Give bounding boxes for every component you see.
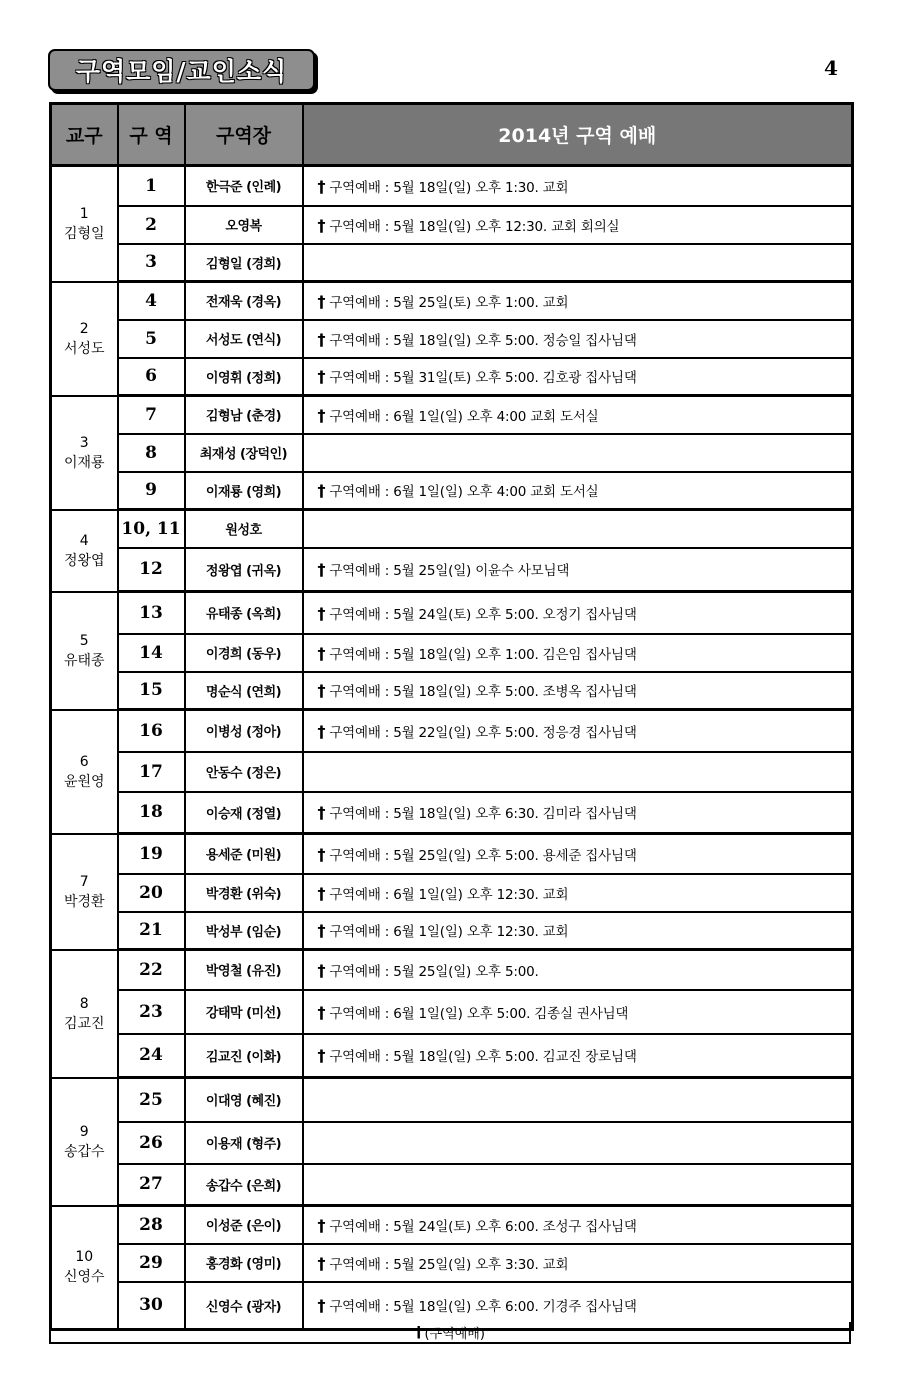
- parish-name: 윤원영: [63, 773, 105, 790]
- district-leader: 한극준 (인례): [185, 166, 303, 206]
- table-row: [51, 710, 853, 752]
- district-number: 23: [118, 990, 185, 1034]
- district-leader: 유태종 (옥희): [185, 592, 303, 634]
- worship-info: [303, 472, 853, 510]
- parish-name: 신영수: [63, 1269, 105, 1286]
- worship-text: 구역예배 : 5월 18일(일) 오후 6:00. 기경주 집사님댁: [329, 1299, 637, 1316]
- district-leader: 최재성 (장덕인): [185, 434, 303, 472]
- worship-info: [303, 320, 853, 358]
- district-number: 26: [118, 1122, 185, 1164]
- district-leader: 이승재 (정열): [185, 792, 303, 834]
- district-leader: 송갑수 (은희): [185, 1164, 303, 1206]
- worship-text: 구역예배 : 5월 18일(일) 오후 5:00. 조병옥 집사님댁: [329, 684, 637, 701]
- parish-name: 정왕엽: [63, 552, 105, 569]
- district-number: 15: [118, 672, 185, 710]
- worship-info: [303, 950, 853, 990]
- district-number: 7: [118, 396, 185, 434]
- district-number: 22: [118, 950, 185, 990]
- worship-text: 구역예배 : 6월 1일(일) 오후 4:00 교회 도서실: [329, 408, 599, 425]
- worship-info: [303, 166, 853, 206]
- district-leader: 원성호: [185, 510, 303, 548]
- table-row: [51, 1244, 853, 1282]
- parish-number: 1: [79, 205, 89, 222]
- worship-info: [303, 710, 853, 752]
- worship-info: [303, 434, 853, 472]
- section-title-box: [48, 49, 315, 91]
- cross-icon: †: [317, 921, 326, 941]
- parish-cell: [51, 1078, 118, 1206]
- district-leader: 홍경화 (영미): [185, 1244, 303, 1282]
- parish-name: 이재룡: [63, 454, 105, 471]
- worship-info: [303, 874, 853, 912]
- worship-text: 구역예배 : 5월 18일(일) 오후 1:00. 김은임 집사님댁: [329, 646, 637, 663]
- district-number: 8: [118, 434, 185, 472]
- district-number: 18: [118, 792, 185, 834]
- district-leader: 이영휘 (정희): [185, 358, 303, 396]
- worship-text: 구역예배 : 5월 25일(일) 오후 5:00.: [329, 963, 539, 980]
- parish-number: 6: [79, 753, 89, 770]
- table-row: [51, 752, 853, 792]
- header-worship: 2014년 구역 예배: [303, 104, 853, 166]
- worship-info: [303, 990, 853, 1034]
- district-number: 5: [118, 320, 185, 358]
- district-leader: 이병성 (정아): [185, 710, 303, 752]
- table-row: [51, 320, 853, 358]
- parish-name: 김형일: [63, 225, 105, 242]
- parish-name: 유태종: [63, 652, 105, 669]
- worship-info: [303, 634, 853, 672]
- table-row: [51, 548, 853, 592]
- worship-info: [303, 1078, 853, 1122]
- parish-number: 3: [79, 434, 89, 451]
- worship-text: 구역예배 : 5월 18일(일) 오후 5:00. 정승일 집사님댁: [329, 332, 637, 349]
- worship-info: [303, 244, 853, 282]
- table-row: [51, 792, 853, 834]
- table-row: [51, 434, 853, 472]
- district-number: 3: [118, 244, 185, 282]
- district-number: 17: [118, 752, 185, 792]
- district-leader: 이경희 (동우): [185, 634, 303, 672]
- worship-text: 구역예배 : 5월 25일(일) 오후 5:00. 용세준 집사님댁: [329, 847, 637, 864]
- header-parish: 교구: [51, 104, 118, 166]
- district-leader: 서성도 (연식): [185, 320, 303, 358]
- worship-info: [303, 912, 853, 950]
- district-number: 16: [118, 710, 185, 752]
- district-leader: 정왕엽 (귀옥): [185, 548, 303, 592]
- cross-icon: †: [317, 291, 326, 311]
- district-number: 21: [118, 912, 185, 950]
- table-row: [51, 396, 853, 434]
- parish-cell: [51, 396, 118, 510]
- cross-icon: †: [317, 560, 326, 580]
- worship-text: 구역예배 : 5월 25일(일) 이윤수 사모님댁: [329, 563, 570, 580]
- district-leader: 전재욱 (경옥): [185, 282, 303, 320]
- table-row: [51, 950, 853, 990]
- worship-text: 구역예배 : 5월 24일(토) 오후 6:00. 조성구 집사님댁: [329, 1218, 637, 1235]
- parish-name: 김교진: [63, 1015, 105, 1032]
- district-worship-table: [49, 102, 854, 1331]
- table-row: [51, 1206, 853, 1244]
- table-row: [51, 990, 853, 1034]
- district-leader: 명순식 (연희): [185, 672, 303, 710]
- district-number: 4: [118, 282, 185, 320]
- table-row: [51, 206, 853, 244]
- district-leader: 이재룡 (영희): [185, 472, 303, 510]
- cross-icon: †: [317, 1296, 326, 1316]
- district-number: 25: [118, 1078, 185, 1122]
- table-header-row: [51, 104, 853, 166]
- parish-name: 서성도: [63, 340, 105, 357]
- worship-info: [303, 592, 853, 634]
- cross-icon: †: [317, 329, 326, 349]
- district-leader: 안동수 (정은): [185, 752, 303, 792]
- worship-text: 구역예배 : 6월 1일(일) 오후 12:30. 교회: [329, 886, 569, 903]
- header-district: 구 역: [118, 104, 185, 166]
- worship-info: [303, 548, 853, 592]
- district-leader: 김형남 (춘경): [185, 396, 303, 434]
- worship-info: [303, 358, 853, 396]
- district-leader: 오영복: [185, 206, 303, 244]
- table-row: [51, 244, 853, 282]
- cross-icon: †: [317, 215, 326, 235]
- cross-icon: †: [317, 803, 326, 823]
- table-row: [51, 912, 853, 950]
- worship-info: [303, 834, 853, 874]
- worship-info: [303, 282, 853, 320]
- parish-cell: [51, 1206, 118, 1330]
- cross-icon: †: [317, 1215, 326, 1235]
- cross-icon: †: [317, 367, 326, 387]
- district-leader: 박영철 (유진): [185, 950, 303, 990]
- table-row: [51, 1164, 853, 1206]
- worship-info: [303, 396, 853, 434]
- district-number: 29: [118, 1244, 185, 1282]
- parish-cell: [51, 710, 118, 834]
- worship-info: [303, 792, 853, 834]
- cross-icon: †: [317, 1002, 326, 1022]
- worship-info: [303, 1122, 853, 1164]
- cross-icon: †: [317, 405, 326, 425]
- district-number: 30: [118, 1282, 185, 1330]
- parish-number: 10: [75, 1249, 94, 1266]
- table-row: [51, 592, 853, 634]
- worship-info: [303, 672, 853, 710]
- district-leader: 강태막 (미선): [185, 990, 303, 1034]
- parish-number: 4: [79, 532, 89, 549]
- footer-legend: [49, 1322, 851, 1344]
- worship-text: 구역예배 : 5월 25일(토) 오후 1:00. 교회: [329, 294, 569, 311]
- district-leader: 박성부 (임순): [185, 912, 303, 950]
- cross-icon: †: [317, 1046, 326, 1066]
- page-number: 4: [824, 56, 838, 80]
- district-leader: 신영수 (광자): [185, 1282, 303, 1330]
- worship-info: [303, 1034, 853, 1078]
- cross-icon: †: [317, 883, 326, 903]
- worship-info: [303, 1164, 853, 1206]
- worship-text: 구역예배 : 5월 18일(일) 오후 5:00. 김교진 장로님댁: [329, 1049, 637, 1066]
- footer-legend-text: (구역예배): [424, 1326, 485, 1342]
- parish-name: 송갑수: [63, 1143, 105, 1160]
- district-number: 12: [118, 548, 185, 592]
- worship-info: [303, 510, 853, 548]
- table-row: [51, 358, 853, 396]
- district-leader: 이용재 (형주): [185, 1122, 303, 1164]
- cross-icon: †: [317, 176, 326, 196]
- worship-text: 구역예배 : 6월 1일(일) 오후 5:00. 김종실 권사님댁: [329, 1005, 629, 1022]
- cross-icon: †: [317, 844, 326, 864]
- table-row: [51, 282, 853, 320]
- district-number: 19: [118, 834, 185, 874]
- district-number: 20: [118, 874, 185, 912]
- parish-cell: [51, 950, 118, 1078]
- parish-cell: [51, 282, 118, 396]
- worship-info: [303, 752, 853, 792]
- table-row: [51, 1034, 853, 1078]
- table-row: [51, 472, 853, 510]
- parish-number: 7: [79, 873, 89, 890]
- worship-info: [303, 206, 853, 244]
- district-number: 24: [118, 1034, 185, 1078]
- district-number: 2: [118, 206, 185, 244]
- worship-info: [303, 1206, 853, 1244]
- cross-icon: †: [317, 481, 326, 501]
- worship-text: 구역예배 : 5월 22일(일) 오후 5:00. 정응경 집사님댁: [329, 724, 637, 741]
- table-row: [51, 672, 853, 710]
- district-number: 13: [118, 592, 185, 634]
- cross-icon: †: [317, 1253, 326, 1273]
- district-number: 10, 11: [118, 510, 185, 548]
- parish-number: 8: [79, 995, 89, 1012]
- section-title: 구역모임/교인소식: [75, 57, 288, 86]
- table-row: [51, 166, 853, 206]
- district-number: 9: [118, 472, 185, 510]
- cross-icon: †: [317, 960, 326, 980]
- table-row: [51, 1122, 853, 1164]
- cross-icon: †: [317, 681, 326, 701]
- worship-info: [303, 1244, 853, 1282]
- parish-cell: [51, 834, 118, 950]
- cross-icon: †: [415, 1323, 423, 1341]
- district-leader: 박경환 (위숙): [185, 874, 303, 912]
- district-number: 14: [118, 634, 185, 672]
- parish-number: 5: [79, 632, 89, 649]
- district-number: 27: [118, 1164, 185, 1206]
- cross-icon: †: [317, 603, 326, 623]
- worship-text: 구역예배 : 6월 1일(일) 오후 4:00 교회 도서실: [329, 484, 599, 501]
- parish-cell: [51, 510, 118, 592]
- parish-cell: [51, 166, 118, 282]
- worship-text: 구역예배 : 5월 18일(일) 오후 1:30. 교회: [329, 179, 569, 196]
- parish-name: 박경환: [63, 893, 105, 910]
- parish-cell: [51, 592, 118, 710]
- district-number: 6: [118, 358, 185, 396]
- table-row: [51, 874, 853, 912]
- cross-icon: †: [317, 643, 326, 663]
- table-row: [51, 510, 853, 548]
- worship-text: 구역예배 : 5월 25일(일) 오후 3:30. 교회: [329, 1256, 569, 1273]
- parish-number: 9: [79, 1123, 89, 1140]
- table-row: [51, 1078, 853, 1122]
- worship-text: 구역예배 : 5월 18일(일) 오후 12:30. 교회 회의실: [329, 218, 620, 235]
- district-leader: 이대영 (혜진): [185, 1078, 303, 1122]
- header-leader: 구역장: [185, 104, 303, 166]
- parish-number: 2: [79, 320, 89, 337]
- district-leader: 김교진 (이화): [185, 1034, 303, 1078]
- table-row: [51, 634, 853, 672]
- worship-text: 구역예배 : 6월 1일(일) 오후 12:30. 교회: [329, 924, 569, 941]
- worship-text: 구역예배 : 5월 18일(일) 오후 6:30. 김미라 집사님댁: [329, 806, 637, 823]
- district-number: 1: [118, 166, 185, 206]
- cross-icon: †: [317, 721, 326, 741]
- table-row: [51, 834, 853, 874]
- district-leader: 이성준 (은이): [185, 1206, 303, 1244]
- district-leader: 김형일 (경희): [185, 244, 303, 282]
- worship-text: 구역예배 : 5월 24일(토) 오후 5:00. 오정기 집사님댁: [329, 606, 637, 623]
- worship-text: 구역예배 : 5월 31일(토) 오후 5:00. 김호광 집사님댁: [329, 370, 637, 387]
- district-number: 28: [118, 1206, 185, 1244]
- district-leader: 용세준 (미원): [185, 834, 303, 874]
